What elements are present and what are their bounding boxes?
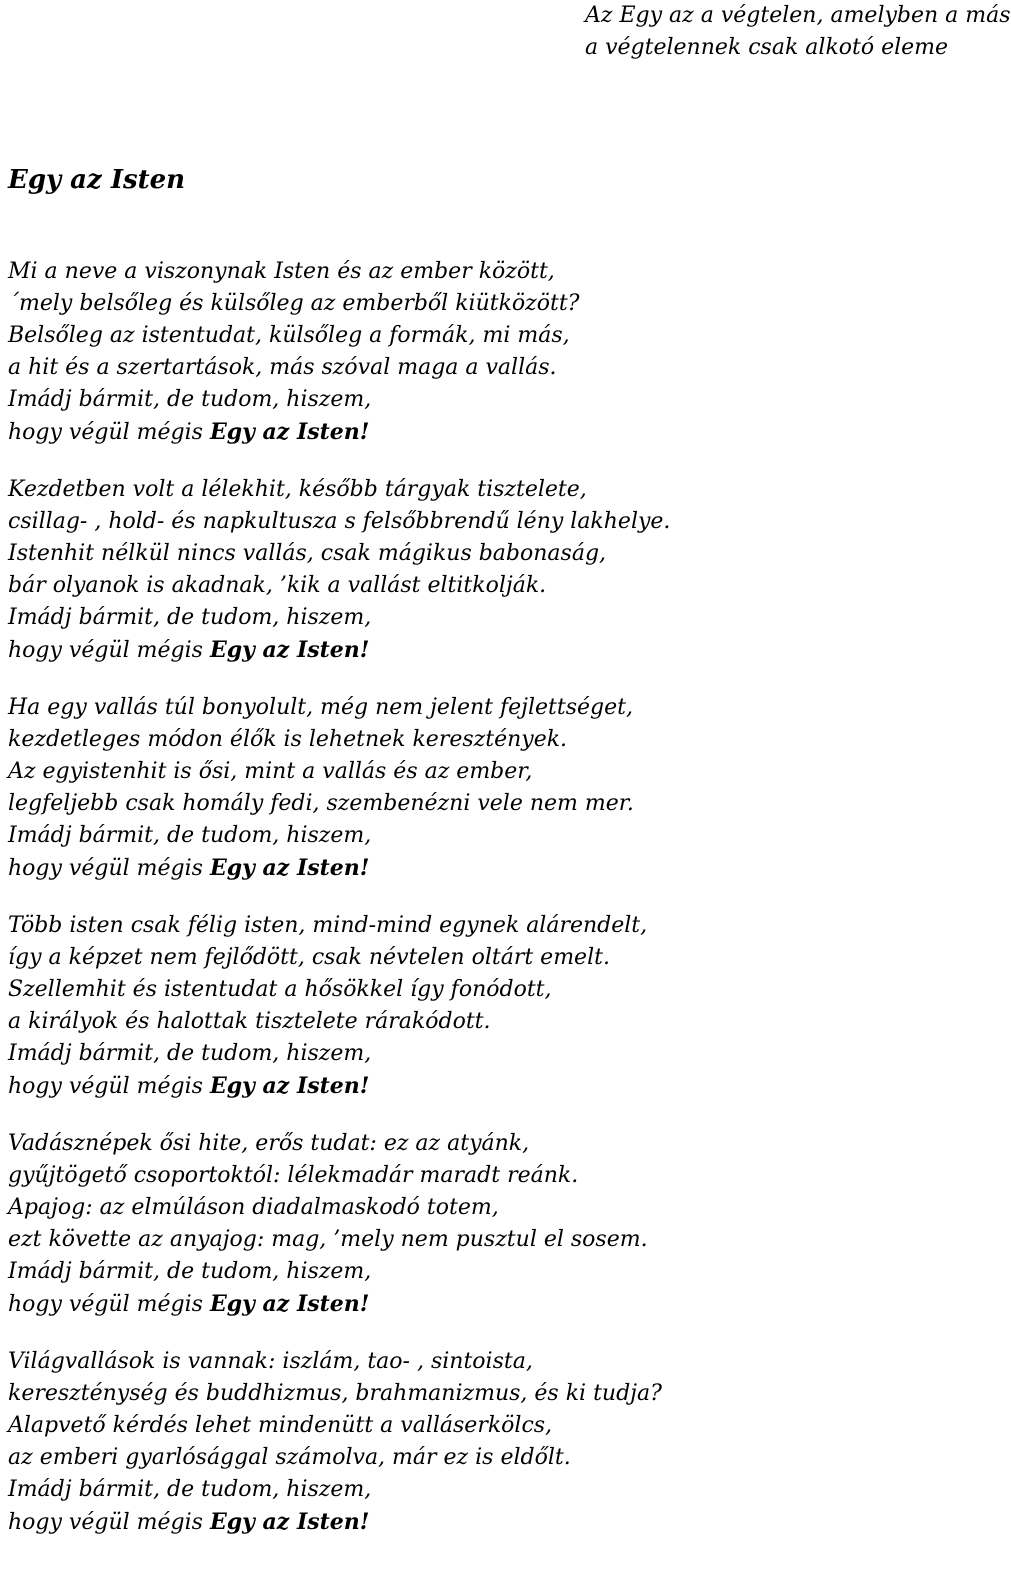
refrain-line (8, 416, 953, 448)
refrain-line: Imádj bármit, de tudom, hiszem, (8, 823, 372, 848)
poem-line: kezdetleges módon élők is lehetnek keresztények. (8, 727, 568, 752)
poem-line: Apajog: az elmúláson diadalmaskodó totem, (8, 1195, 499, 1220)
poem-line: Alapvető kérdés lehet mindenütt a valláserkölcs, (8, 1413, 553, 1438)
refrain-line (8, 1070, 953, 1102)
refrain-line: Imádj bármit, de tudom, hiszem, (8, 387, 372, 412)
poem-line: gyűjtögető csoportoktól: lélekmadár maradt reánk. (8, 1163, 579, 1188)
refrain-line: Imádj bármit, de tudom, hiszem, (8, 1041, 372, 1066)
refrain-line: Imádj bármit, de tudom, hiszem, (8, 1259, 372, 1284)
refrain-prefix: hogy végül mégis (8, 856, 210, 881)
poem-title: Egy az Isten (8, 165, 186, 195)
refrain-line: Imádj bármit, de tudom, hiszem, (8, 605, 372, 630)
refrain-line: Imádj bármit, de tudom, hiszem, (8, 1477, 372, 1502)
refrain-prefix: hogy végül mégis (8, 1510, 210, 1535)
poem-line: Ha egy vallás túl bonyolult, még nem jelent fejlettséget, (8, 695, 633, 720)
poem-line: Világvallások is vannak: iszlám, tao- , sintoista, (8, 1349, 533, 1374)
refrain-emphasis: Egy az Isten! (209, 419, 370, 445)
poem-line: Kezdetben volt a lélekhit, később tárgyak tisztelete, (8, 477, 587, 502)
refrain-prefix: hogy végül mégis (8, 1074, 210, 1099)
refrain-prefix: hogy végül mégis (8, 1292, 210, 1317)
refrain-emphasis: Egy az Isten! (209, 637, 370, 663)
stanza (8, 1128, 953, 1320)
refrain-line (8, 1288, 953, 1320)
poem-line: Több isten csak félig isten, mind-mind egynek alárendelt, (8, 913, 648, 938)
poem-line: Szellemhit és istentudat a hősökkel így fonódott, (8, 977, 552, 1002)
refrain-line (8, 634, 953, 666)
poem-line: Az egyistenhit is ősi, mint a vallás és az ember, (8, 759, 533, 784)
stanza (8, 910, 953, 1102)
poem-line: kereszténység és buddhizmus, brahmanizmus, és ki tudja? (8, 1381, 662, 1406)
poem-line: Vadásznépek ősi hite, erős tudat: ez az atyánk, (8, 1131, 530, 1156)
refrain-prefix: hogy végül mégis (8, 420, 210, 445)
refrain-line (8, 852, 953, 884)
poem-line: így a képzet nem fejlődött, csak névtelen oltárt emelt. (8, 945, 610, 970)
poem-line: Belsőleg az istentudat, külsőleg a formák, mi más, (8, 323, 570, 348)
stanza (8, 692, 953, 884)
poem-body (8, 256, 953, 1538)
stanza (8, 256, 953, 448)
poem-line: Istenhit nélkül nincs vallás, csak mágikus babonaság, (8, 541, 607, 566)
epigraph-line: Az Egy az a végtelen, amelyben a más (585, 3, 1011, 28)
poem-line: a királyok és halottak tisztelete rárakódott. (8, 1009, 491, 1034)
refrain-emphasis: Egy az Isten! (209, 1073, 370, 1099)
refrain-line (8, 1506, 953, 1538)
refrain-emphasis: Egy az Isten! (209, 1291, 370, 1317)
poem-line: ´mely belsőleg és külsőleg az emberből kiütközött? (8, 291, 580, 316)
poem-line: legfeljebb csak homály fedi, szembenézni vele nem mer. (8, 791, 634, 816)
epigraph-line: a végtelennek csak alkotó eleme (585, 35, 949, 60)
poem-line: ezt követte az anyajog: mag, ’mely nem pusztul el sosem. (8, 1227, 648, 1252)
poem-line: az emberi gyarlósággal számolva, már ez is eldőlt. (8, 1445, 571, 1470)
stanza (8, 1346, 953, 1538)
poem-line: bár olyanok is akadnak, ’kik a vallást eltitkolják. (8, 573, 547, 598)
epigraph (585, 0, 1011, 64)
poem-line: Mi a neve a viszonynak Isten és az ember között, (8, 259, 555, 284)
refrain-prefix: hogy végül mégis (8, 638, 210, 663)
refrain-emphasis: Egy az Isten! (209, 855, 370, 881)
poem-line: a hit és a szertartások, más szóval maga a vallás. (8, 355, 557, 380)
refrain-emphasis: Egy az Isten! (209, 1509, 370, 1535)
stanza (8, 474, 953, 666)
poem-line: csillag- , hold- és napkultusza s felsőbbrendű lény lakhelye. (8, 509, 671, 534)
